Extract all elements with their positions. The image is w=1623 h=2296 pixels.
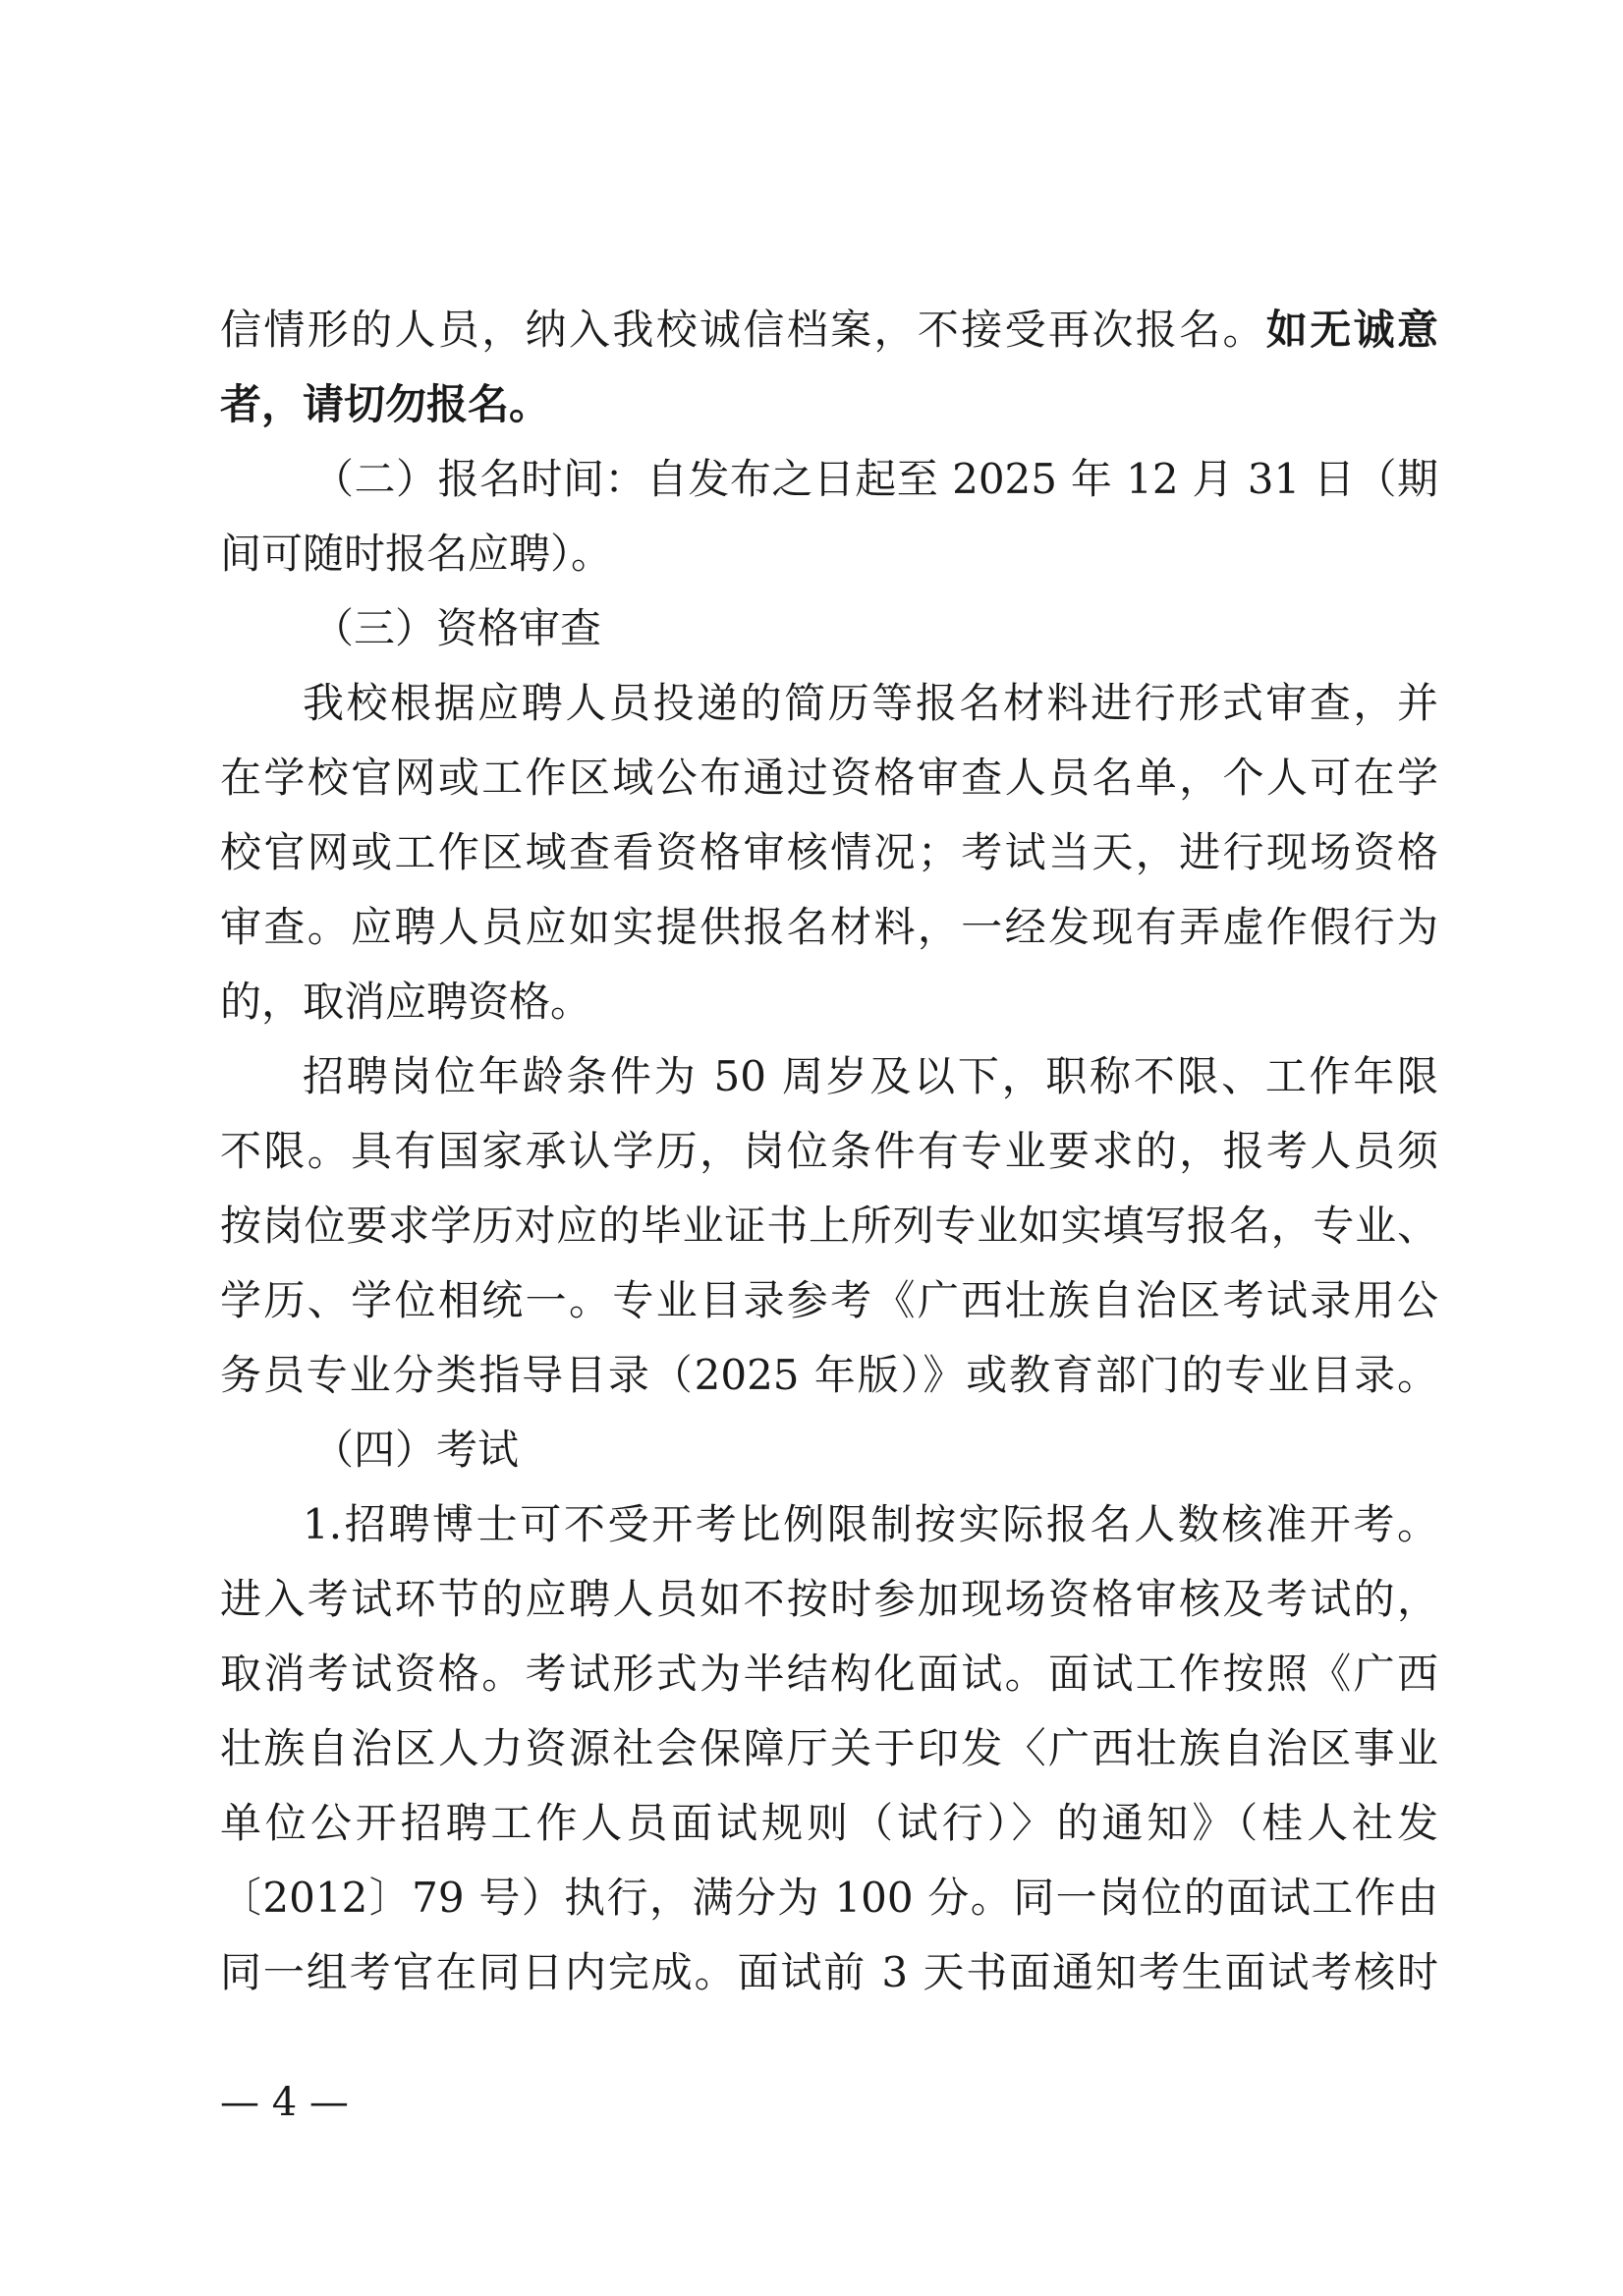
paragraph-line-23: 同一组考官在同日内完成。面试前 3 天书面通知考生面试考核时 [220, 1948, 1438, 1996]
section-heading-qualification-review: （三）资格审查 [312, 604, 602, 652]
paragraph-line-15: 务员专业分类指导目录（2025 年版）》或教育部门的专业目录。 [220, 1351, 1438, 1399]
paragraph-line-6: 我校根据应聘人员投递的简历等报名材料进行形式审查，并 [303, 679, 1438, 727]
paragraph-line-17: 1.招聘博士可不受开考比例限制按实际报名人数核准开考。 [303, 1500, 1438, 1548]
paragraph-line-10: 的，取消应聘资格。 [220, 978, 592, 1026]
paragraph-line-20: 壮族自治区人力资源社会保障厅关于印发〈广西壮族自治区事业 [220, 1724, 1438, 1772]
paragraph-line-12: 不限。具有国家承认学历，岗位条件有专业要求的，报考人员须 [220, 1127, 1438, 1175]
paragraph-line-18: 进入考试环节的应聘人员如不按时参加现场资格审核及考试的， [220, 1575, 1438, 1623]
section-heading-exam: （四）考试 [312, 1426, 520, 1474]
paragraph-line-9: 审查。应聘人员应如实提供报名材料，一经发现有弄虚作假行为 [220, 903, 1438, 951]
section-heading-registration-time: （二）报名时间：自发布之日起至 2025 年 12 月 31 日（期 [312, 455, 1438, 503]
paragraph-line-19: 取消考试资格。考试形式为半结构化面试。面试工作按照《广西 [220, 1650, 1438, 1698]
paragraph-line-22: 〔2012〕79 号）执行，满分为 100 分。同一岗位的面试工作由 [220, 1874, 1438, 1922]
paragraph-line-11: 招聘岗位年龄条件为 50 周岁及以下，职称不限、工作年限 [303, 1052, 1438, 1100]
paragraph-line-14: 学历、学位相统一。专业目录参考《广西壮族自治区考试录用公 [220, 1276, 1438, 1324]
paragraph-line-1 [220, 301, 1438, 360]
paragraph-line-7: 在学校官网或工作区域公布通过资格审查人员名单，个人可在学 [220, 754, 1438, 802]
line-1-bold-text: 如无诚意 [1265, 306, 1438, 354]
paragraph-line-4: 间可随时报名应聘）。 [220, 530, 613, 578]
paragraph-line-21: 单位公开招聘工作人员面试规则（试行）〉的通知》（桂人社发 [220, 1799, 1438, 1847]
paragraph-line-8: 校官网或工作区域查看资格审核情况；考试当天，进行现场资格 [220, 828, 1438, 876]
paragraph-line-13: 按岗位要求学历对应的毕业证书上所列专业如实填写报名，专业、 [220, 1202, 1438, 1250]
line-1-text: 信情形的人员，纳入我校诚信档案，不接受再次报名。 [220, 306, 1266, 354]
paragraph-line-2: 者，请切勿报名。 [220, 380, 551, 428]
page-number: — 4 — [220, 2080, 349, 2125]
